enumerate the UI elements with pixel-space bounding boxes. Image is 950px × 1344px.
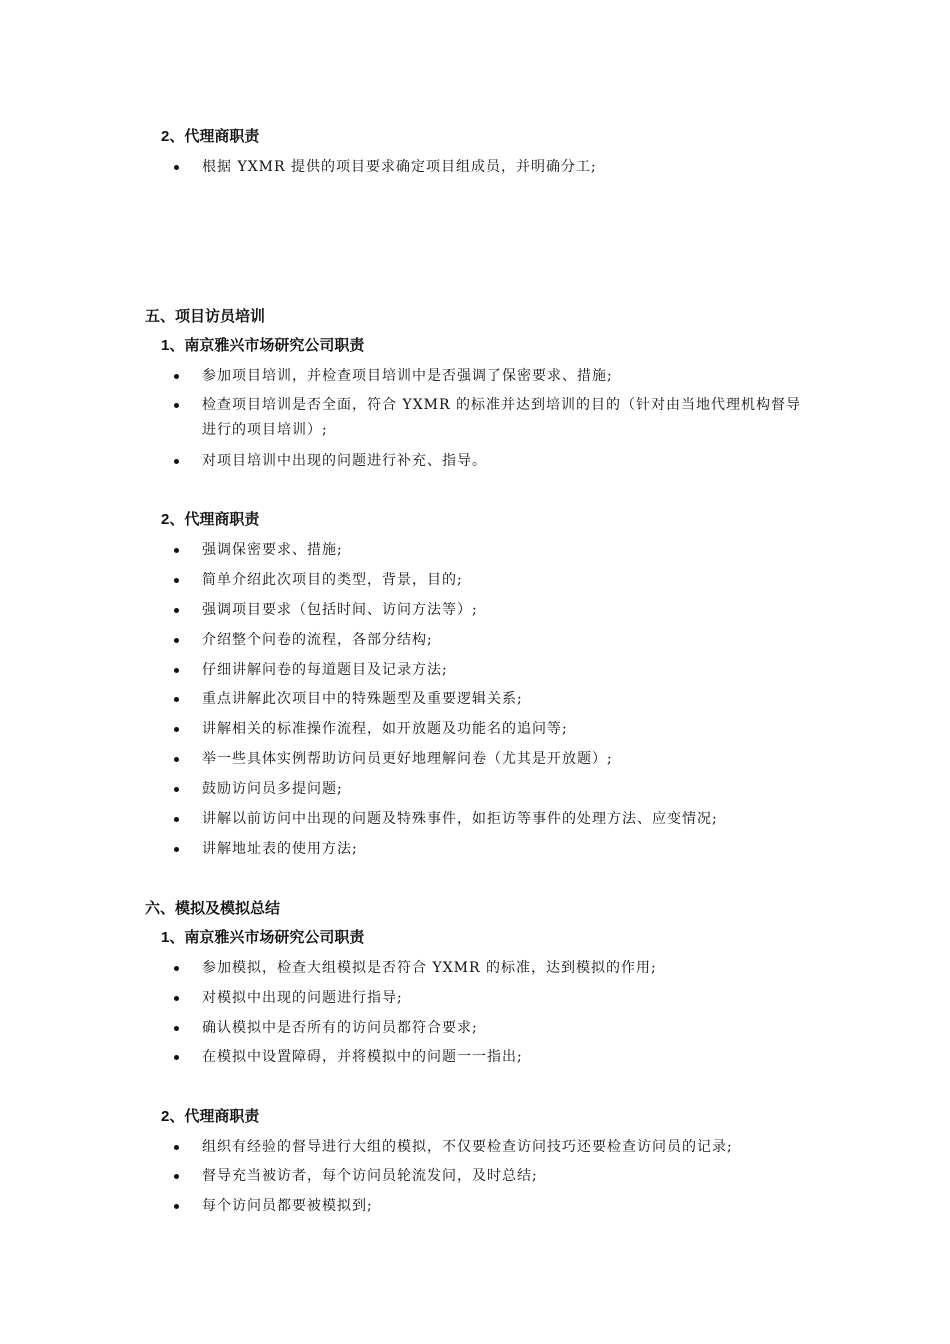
subsection-title-company: 1、南京雅兴市场研究公司职责 bbox=[161, 929, 365, 946]
bullet-icon bbox=[174, 787, 179, 792]
section-title: 五、项目访员培训 bbox=[145, 308, 266, 325]
bullet-icon bbox=[174, 1145, 179, 1150]
list-item: 仔细讲解问卷的每道题目及记录方法; bbox=[174, 660, 814, 680]
section-title: 六、模拟及模拟总结 bbox=[145, 900, 281, 917]
bullet-icon bbox=[174, 403, 179, 408]
subsection-title-agent: 2、代理商职责 bbox=[161, 1108, 260, 1125]
bullet-icon bbox=[174, 578, 179, 583]
bullet-icon bbox=[174, 757, 179, 762]
bullet-icon bbox=[174, 608, 179, 613]
bullet-icon bbox=[174, 459, 179, 464]
bullet-icon bbox=[174, 1055, 179, 1060]
bullet-icon bbox=[174, 697, 179, 702]
list-item: 鼓励访问员多提问题; bbox=[174, 779, 814, 799]
list-item: 参加项目培训，并检查项目培训中是否强调了保密要求、措施; bbox=[174, 366, 814, 386]
list-item: 检查项目培训是否全面，符合 YXMR 的标准并达到培训的目的（针对由当地代理机构督导进行的项目培训）; bbox=[174, 393, 814, 443]
list-item: 强调保密要求、措施; bbox=[174, 540, 814, 560]
list-item: 对项目培训中出现的问题进行补充、指导。 bbox=[174, 451, 814, 471]
list-item: 组织有经验的督导进行大组的模拟，不仅要检查访问技巧还要检查访问员的记录; bbox=[174, 1137, 814, 1157]
list-item: 讲解地址表的使用方法; bbox=[174, 839, 814, 859]
subsection-title-company: 1、南京雅兴市场研究公司职责 bbox=[161, 337, 365, 354]
list-item: 简单介绍此次项目的类型，背景，目的; bbox=[174, 570, 814, 590]
list-item: 参加模拟，检查大组模拟是否符合 YXMR 的标准，达到模拟的作用; bbox=[174, 958, 814, 978]
bullet-icon bbox=[174, 727, 179, 732]
bullet-icon bbox=[174, 374, 179, 379]
bullet-icon bbox=[174, 966, 179, 971]
list-item: 每个访问员都要被模拟到; bbox=[174, 1196, 814, 1216]
list-item: 讲解相关的标准操作流程，如开放题及功能名的追问等; bbox=[174, 719, 814, 739]
list-item: 重点讲解此次项目中的特殊题型及重要逻辑关系; bbox=[174, 689, 814, 709]
list-item: 确认模拟中是否所有的访问员都符合要求; bbox=[174, 1018, 814, 1038]
subsection-title-agent: 2、代理商职责 bbox=[161, 128, 260, 145]
list-item: 在模拟中设置障碍，并将模拟中的问题一一指出; bbox=[174, 1047, 814, 1067]
list-item: 举一些具体实例帮助访问员更好地理解问卷（尤其是开放题）; bbox=[174, 749, 814, 769]
bullet-icon bbox=[174, 847, 179, 852]
bullet-icon bbox=[174, 638, 179, 643]
bullet-icon bbox=[174, 996, 179, 1001]
list-item: 强调项目要求（包括时间、访问方法等）; bbox=[174, 600, 814, 620]
list-item: 督导充当被访者，每个访问员轮流发问，及时总结; bbox=[174, 1166, 814, 1186]
bullet-icon bbox=[174, 1204, 179, 1209]
list-item: 根据 YXMR 提供的项目要求确定项目组成员，并明确分工; bbox=[174, 157, 814, 177]
bullet-icon bbox=[174, 548, 179, 553]
bullet-icon bbox=[174, 165, 179, 170]
list-item: 介绍整个问卷的流程，各部分结构; bbox=[174, 630, 814, 650]
bullet-icon bbox=[174, 1174, 179, 1179]
bullet-icon bbox=[174, 817, 179, 822]
subsection-title-agent: 2、代理商职责 bbox=[161, 511, 260, 528]
bullet-icon bbox=[174, 1026, 179, 1031]
list-item: 对模拟中出现的问题进行指导; bbox=[174, 988, 814, 1008]
bullet-icon bbox=[174, 668, 179, 673]
list-item: 讲解以前访问中出现的问题及特殊事件，如拒访等事件的处理方法、应变情况; bbox=[174, 809, 814, 829]
